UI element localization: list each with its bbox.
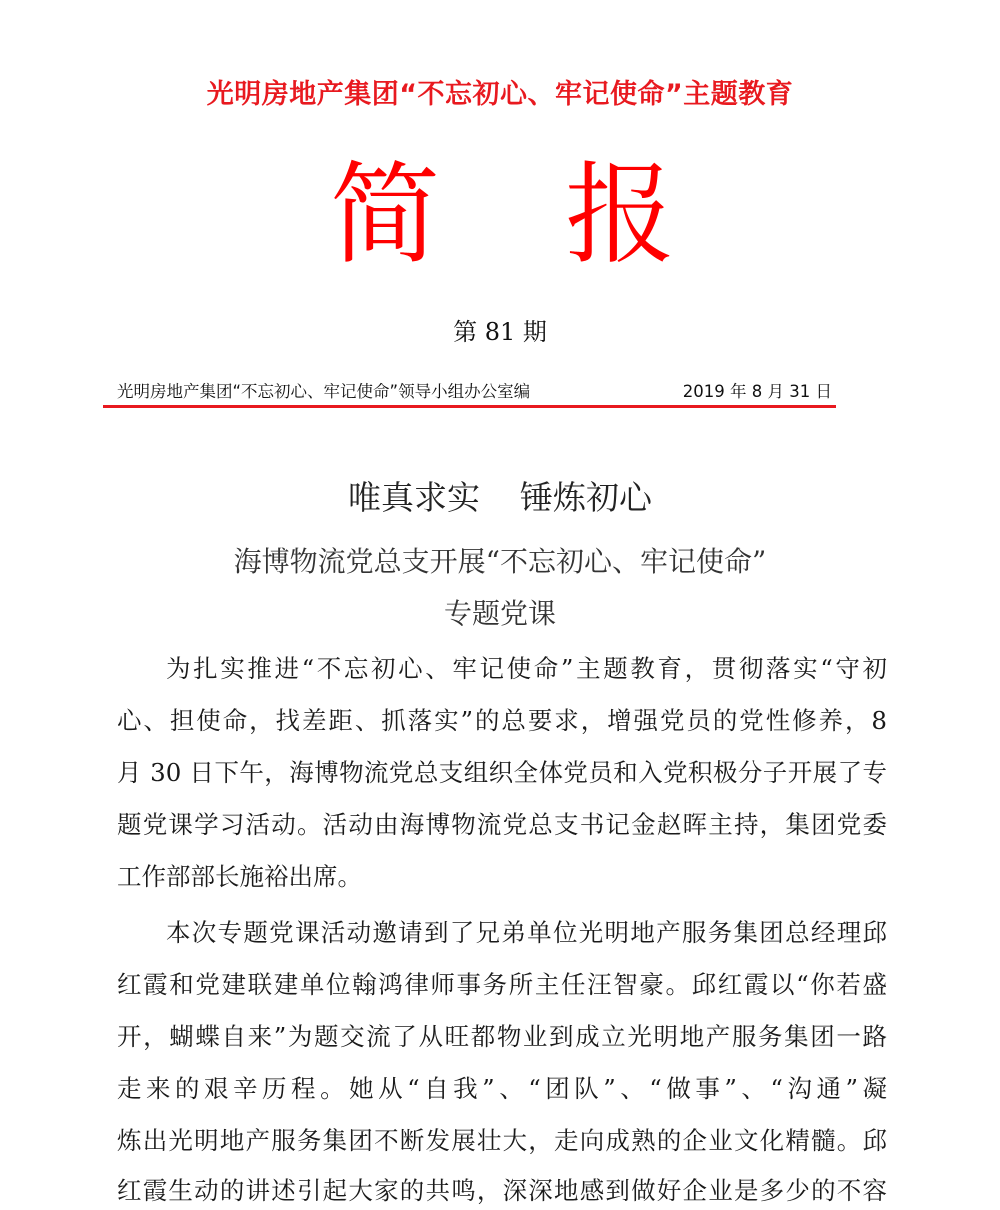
paragraph2-line: 炼出光明地产服务集团不断发展壮大，走向成熟的企业文化精髓。邱	[117, 1126, 887, 1155]
paragraph1-line: 工作部部长施裕出席。	[117, 862, 362, 891]
paragraph2-line: 红霞生动的讲述引起大家的共鸣，深深地感到做好企业是多少的不容	[117, 1176, 887, 1205]
paragraph2-line: 红霞和党建联建单位翰鸿律师事务所主任汪智豪。邱红霞以“你若盛	[117, 970, 887, 999]
masthead-char-jian: 简	[330, 151, 440, 279]
header-divider	[103, 405, 836, 408]
masthead-char-bao: 报	[565, 151, 675, 279]
editor-line	[117, 378, 832, 402]
paragraph2-line: 开，蝴蝶自来”为题交流了从旺都物业到成立光明地产服务集团一路	[117, 1022, 887, 1051]
article-title	[0, 472, 1000, 519]
paragraph1-line: 为扎实推进“不忘初心、牢记使命”主题教育，贯彻落实“守初	[166, 654, 887, 683]
paragraph1-line: 月 30 日下午，海博物流党总支组织全体党员和入党积极分子开展了专	[117, 758, 887, 787]
editor-office: 光明房地产集团“不忘初心、牢记使命”领导小组办公室编	[117, 382, 531, 401]
paragraph1-line: 心、担使命，找差距、抓落实”的总要求，增强党员的党性修养，8	[117, 706, 887, 735]
article-subtitle-line2: 专题党课	[443, 597, 556, 630]
paragraph1-line: 题党课学习活动。活动由海博物流党总支书记金赵晖主持，集团党委	[117, 810, 887, 839]
article-title-part1: 唯真求实	[348, 478, 480, 517]
bulletin-header-title: 光明房地产集团“不忘初心、牢记使命”主题教育	[206, 79, 794, 110]
article-title-part2: 锤炼初心	[520, 478, 652, 517]
paragraph2-line: 走来的艰辛历程。她从“自我”、“团队”、“做事”、“沟通”凝	[117, 1074, 887, 1103]
issue-number: 第 81 期	[453, 318, 547, 346]
paragraph2-line: 本次专题党课活动邀请到了兄弟单位光明地产服务集团总经理邱	[166, 918, 887, 947]
article-subtitle-line1: 海博物流党总支开展“不忘初心、牢记使命”	[233, 545, 767, 578]
publish-date: 2019 年 8 月 31 日	[682, 382, 832, 401]
